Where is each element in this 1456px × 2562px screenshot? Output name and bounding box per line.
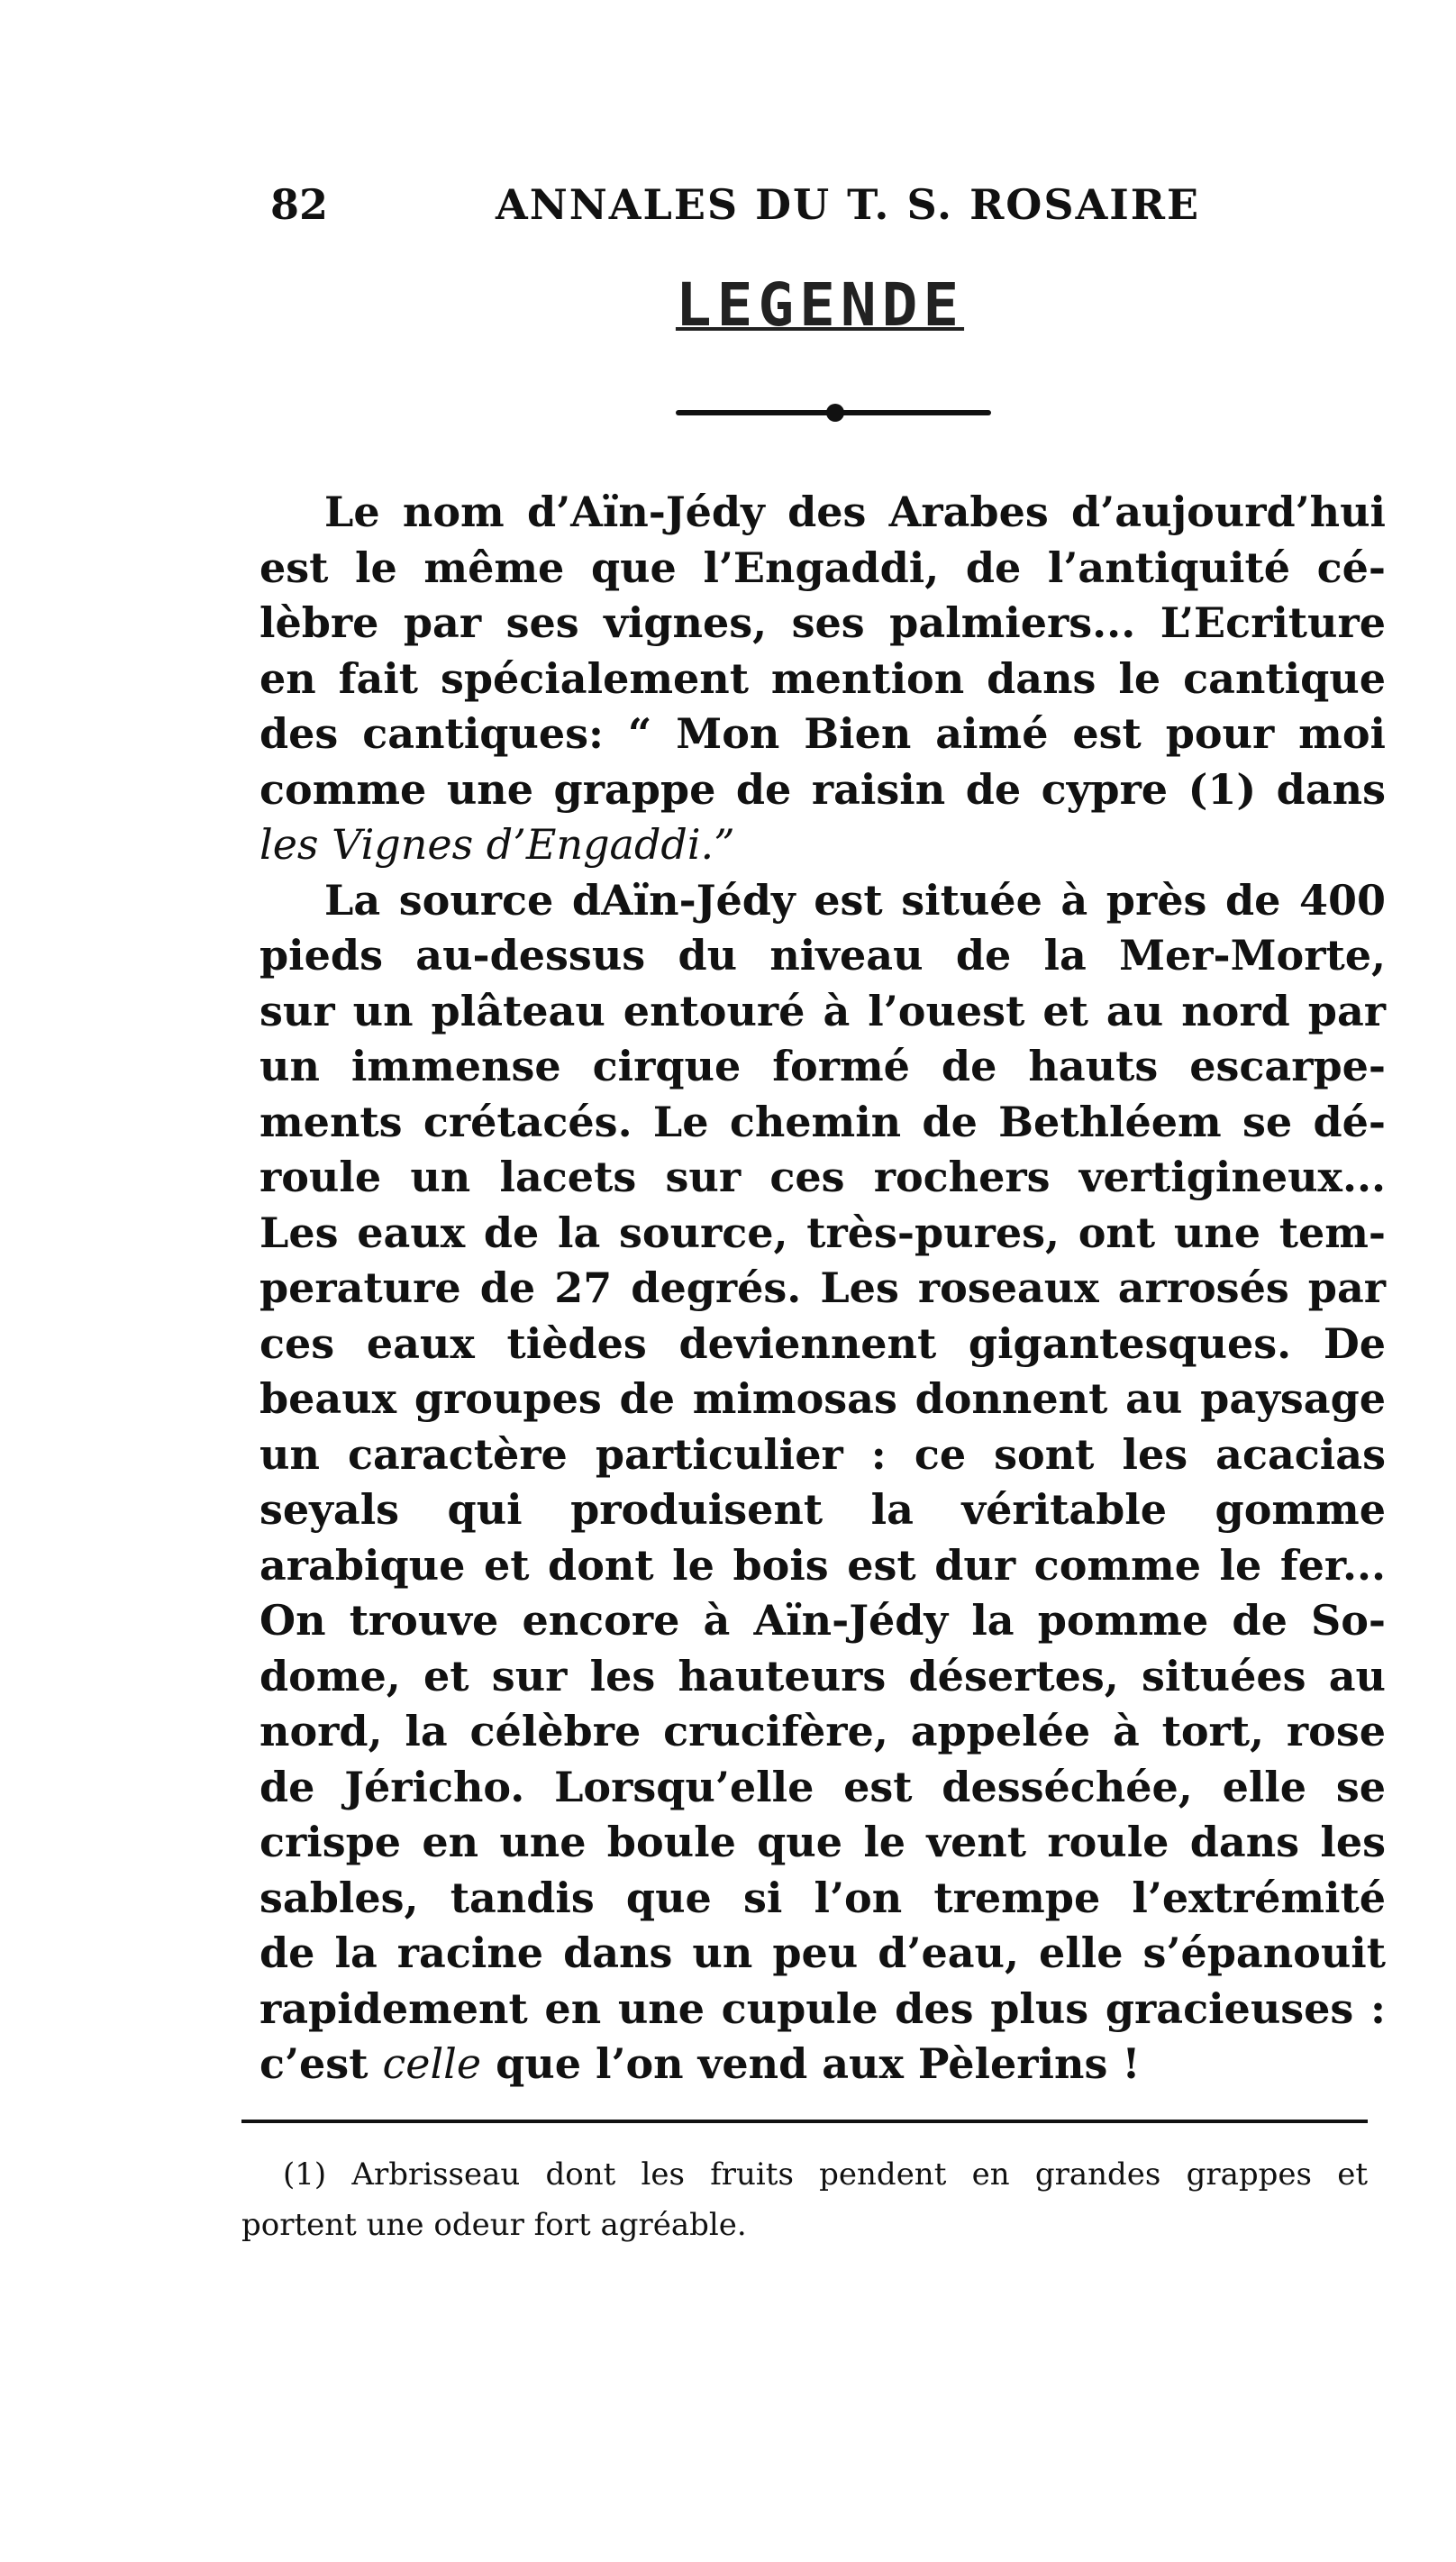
footnote-line: portent une odeur fort agréable. <box>241 2207 747 2243</box>
text-line: lèbre par ses vignes, ses palmiers... L’Ecriture <box>259 598 1386 647</box>
section-title: LEGENDE <box>675 270 965 340</box>
text-fragment-italic: celle <box>382 2039 482 2088</box>
footnote-line: (1) Arbrisseau dont les fruits pendent en grandes grappes et <box>283 2156 1368 2193</box>
text-line: des cantiques: “ Mon Bien aimé est pour moi <box>259 709 1386 758</box>
paragraph-1 <box>259 485 1386 873</box>
text-line: roule un lacets sur ces rochers vertigineux... <box>259 1153 1386 1201</box>
running-title: ANNALES DU T. S. ROSAIRE <box>496 180 1201 229</box>
text-line: comme une grappe de raisin de cypre (1) dans <box>259 764 1386 814</box>
text-line-italic: les Vignes d’Engaddi.” <box>259 820 735 869</box>
text-line: crispe en une boule que le vent roule dans les <box>259 1818 1386 1866</box>
text-line: de Jéricho. Lorsqu’elle est desséchée, elle se <box>259 1762 1386 1811</box>
text-line: de la racine dans un peu d’eau, elle s’épanouit <box>259 1928 1386 1977</box>
text-line: pieds au-dessus du niveau de la Mer-Morte, <box>259 931 1386 980</box>
footnote-rule <box>241 2120 1368 2123</box>
text-line: nord, la célèbre crucifère, appelée à tort, rose <box>259 1707 1386 1755</box>
page-number: 82 <box>270 180 329 229</box>
text-line: Les eaux de la source, très-pures, ont une tem- <box>259 1208 1386 1257</box>
text-line: rapidement en une cupule des plus gracieuses : <box>259 1983 1386 2033</box>
text-line: seyals qui produisent la véritable gomme <box>259 1485 1386 1534</box>
text-line: Le nom d’Aïn-Jédy des Arabes d’aujourd’hui <box>324 488 1386 536</box>
text-line: perature de 27 degrés. Les roseaux arrosés par <box>259 1263 1386 1312</box>
text-line: en fait spécialement mention dans le cantique <box>259 653 1386 703</box>
text-fragment: que l’on vend aux Pèlerins ! <box>496 2039 1141 2088</box>
text-line: est le même que l’Engaddi, de l’antiquité cé- <box>259 542 1386 592</box>
text-line: beaux groupes de mimosas donnent au paysage <box>259 1374 1386 1423</box>
text-line: On trouve encore à Aïn-Jédy la pomme de So- <box>259 1596 1386 1645</box>
text-line-last <box>259 2037 1386 2092</box>
text-line: sables, tandis que si l’on trempe l’extrémité <box>259 1873 1386 1922</box>
text-line: un caractère particulier : ce sont les acacias <box>259 1429 1386 1479</box>
text-line: dome, et sur les hauteurs désertes, situées au <box>259 1651 1386 1700</box>
footnote <box>241 2149 1368 2250</box>
text-line: La source dAïn-Jédy est située à près de 400 <box>324 875 1386 925</box>
text-line: ces eaux tièdes deviennent gigantesques. De <box>259 1318 1386 1368</box>
text-line: sur un plâteau entouré à l’ouest et au nord par <box>259 986 1386 1035</box>
ornament-dot <box>826 404 844 422</box>
paragraph-2 <box>259 873 1386 2092</box>
article-body <box>259 485 1386 2092</box>
text-line: arabique et dont le bois est dur comme le fer... <box>259 1540 1386 1590</box>
page-header <box>270 180 1351 243</box>
text-line: ments crétacés. Le chemin de Bethléem se dé- <box>259 1097 1386 1146</box>
text-fragment: c’est <box>259 2039 369 2088</box>
text-line: un immense cirque formé de hauts escarpe- <box>259 1042 1386 1090</box>
